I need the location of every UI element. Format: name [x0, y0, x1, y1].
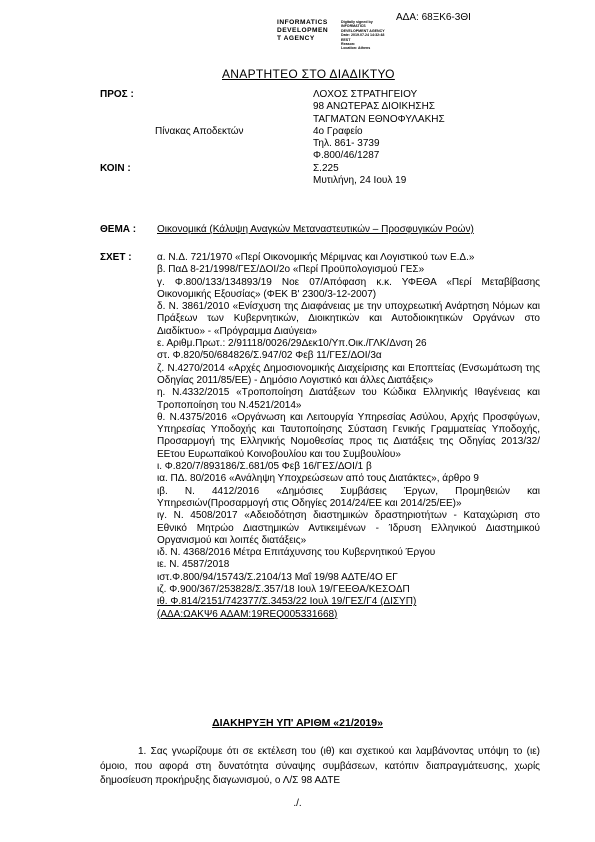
reference-item: ιβ. Ν. 4412/2016 «Δημόσιες Συμβάσεις Έργων, Προμηθειών και Υπηρεσιών(Προσαρμογή στις Οδηγίες 2014/24/ΕΕ και 2014/25/ΕΕ)»: [157, 485, 540, 509]
declaration-title: ΔΙΑΚΗΡΥΞΗ ΥΠ' ΑΡΙΘΜ «21/2019»: [212, 717, 383, 729]
stamp-fine-print: Digitally signed by INFORMATICS DEVELOPMENT AGENCY Date: 2019.07.24 14:32:48 EEST Reason: Location: Athens: [341, 20, 385, 51]
reference-item: ζ. Ν.4270/2014 «Αρχές Δημοσιονομικής Διαχείρισης και Εποπτείας (Ενσωμάτωση της Οδηγίας 2011/85/ΕΕ) - Δημόσιο Λογιστικό και άλλες Διατάξεις»: [157, 362, 540, 386]
digital-signature-stamp: [277, 19, 437, 63]
stamp-line-2: DEVELOPMEN: [277, 27, 329, 34]
reference-item: δ. Ν. 3861/2010 «Ενίσχυση της Διαφάνειας με την υποχρεωτική Ανάρτηση Νόμων και Πράξεων των Κυβερνητικών, Διοικητικών και Αυτοδιοικητικών Οργάνων στο Διαδίκτυο» - «Πρόγραμμα Διαύγεια»: [157, 301, 540, 337]
reference-item: ιε. Ν. 4587/2018: [157, 559, 230, 571]
sender-phone: Τηλ. 861- 3739: [313, 138, 380, 150]
reference-item: ι. Φ.820/7/893186/Σ.681/05 Φεβ 16/ΓΕΣ/ΔΟΙ/1 β: [157, 461, 372, 473]
posted-online-notice: ΑΝΑΡΤΗΤΕΟ ΣΤΟ ΔΙΑΔΙΚΤΥΟ: [222, 67, 395, 81]
reference-item: β. ΠαΔ 8-21/1998/ΓΕΣ/ΔΟΙ/2ο «Περί Προϋπολογισμού ΓΕΣ»: [157, 264, 425, 276]
page-continuation-marker: ./.: [293, 798, 302, 809]
serial-number: Σ.225: [313, 162, 339, 174]
reference-ada-code: (ΑΔΑ:ΩΑΚΨ6 ΑΔΑΜ:19REQ005331668): [157, 608, 338, 620]
recipients-table: Πίνακας Αποδεκτών: [155, 126, 244, 137]
subject-text: Οικονομικά (Κάλυψη Αναγκών Μεταναστευτικών – Προσφυγικών Ροών): [157, 224, 474, 235]
stamp-line-1: INFORMATICS: [277, 19, 328, 26]
reference-item: στ. Φ.820/50/684826/Σ.947/02 Φεβ 11/ΓΕΣ/ΔΟΙ/3α: [157, 350, 382, 362]
sender-block: [313, 89, 543, 187]
references-label: ΣΧΕΤ :: [100, 252, 132, 263]
reference-item: ε. Αριθμ.Πρωτ.: 2/91118/0026/29Δεκ10/Υπ.Οικ./ΓΛΚ/Δνση 26: [157, 338, 427, 350]
sender-office: 4ο Γραφείο: [313, 125, 363, 137]
reference-item: ιδ. Ν. 4368/2016 Μέτρα Επιτάχυνσης του Κυβερνητικού Έργου: [157, 547, 436, 559]
subject-label: ΘΕΜΑ :: [100, 224, 137, 235]
reference-item: α. Ν.Δ. 721/1970 «Περί Οικονομικής Μέριμνας και Λογιστικού των Ε.Δ.»: [157, 252, 475, 263]
koin-label: ΚΟΙΝ :: [100, 163, 131, 174]
to-label: ΠΡΟΣ :: [100, 89, 134, 100]
references-list: [157, 252, 540, 621]
reference-item: η. Ν.4332/2015 «Τροποποίηση Διατάξεων του Κώδικα Ελληνικής Ιθαγένειας και Τροποποίηση του Ν.4521/2014»: [157, 387, 540, 411]
sender-unit: ΛΟΧΟΣ ΣΤΡΑΤΗΓΕΙΟΥ: [313, 89, 418, 100]
ada-code: ΑΔΑ: 68ΞΚ6-3ΘΙ: [396, 12, 471, 23]
reference-item: ια. ΠΔ. 80/2016 «Ανάληψη Υποχρεώσεων από τους Διατάκτες», άρθρο 9: [157, 473, 479, 485]
body-paragraph: [100, 745, 540, 789]
reference-item-underlined: ιθ. Φ.814/2151/742377/Σ.3453/22 Ιουλ 19/ΓΕΣ/Γ4 (ΔΙΣΥΠ): [157, 596, 417, 608]
sender-command: 98 ΑΝΩΤΕΡΑΣ ΔΙΟΙΚΗΣΗΣ: [313, 101, 435, 113]
sender-battalions: ΤΑΓΜΑΤΩΝ ΕΘΝΟΦΥΛΑΚΗΣ: [313, 113, 445, 125]
place-date: Μυτιλήνη, 24 Ιουλ 19: [313, 175, 407, 187]
reference-item: γ. Φ.800/133/134893/19 Νοε 07/Απόφαση κ.κ. ΥΦΕΘΑ «Περί Μεταβίβασης Οικονομικής Εξουσίας» (ΦΕΚ Β' 2300/3-12-2007): [157, 276, 540, 300]
paragraph-text: 1. Σας γνωρίζουμε ότι σε εκτέλεση του (ιθ) και σχετικού και λαμβάνοντας υπόψη το (ιε) όμοιο, που αφορά στη δυνατότητα σύναψης συμβάσεων, κατόπιν διαπραγμάτευσης, χωρίς δημοσίευση προκήρυξης διαγωνισμού, ο Λ/Σ 98 ΑΔΤΕ: [100, 746, 540, 786]
reference-item: ιζ. Φ.900/367/253828/Σ.357/18 Ιουλ 19/ΓΕΕΘΑ/ΚΕΣΟΔΠ: [157, 584, 410, 596]
stamp-line-3: T AGENCY: [277, 35, 315, 42]
file-number: Φ.800/46/1287: [313, 150, 380, 162]
reference-item: θ. Ν.4375/2016 «Οργάνωση και Λειτουργία Υπηρεσίας Ασύλου, Αρχής Προσφύγων, Υπηρεσίας Υποδοχής και Ταυτοποίησης Σύσταση Γενικής Γραμματείας Υποδοχής, Προσαρμογή της Ελληνικής Νομοθεσίας προς τις Διατάξεις της Οδηγίας 2013/32/ΕΕτου Ευρωπαϊκού Κοινοβουλίου και του Συμβουλίου»: [157, 411, 540, 460]
reference-item: ιστ.Φ.800/94/15743/Σ.2104/13 Μαΐ 19/98 ΑΔΤΕ/4Ο ΕΓ: [157, 571, 398, 583]
reference-item: ιγ. Ν. 4508/2017 «Αδειοδότηση διαστημικών δραστηριοτήτων - Καταχώριση στο Εθνικό Μητρώο Διαστημικών Αντικειμένων - Ίδρυση Ελληνικού Διαστημικού Οργανισμού και λοιπές διατάξεις»: [157, 510, 540, 546]
